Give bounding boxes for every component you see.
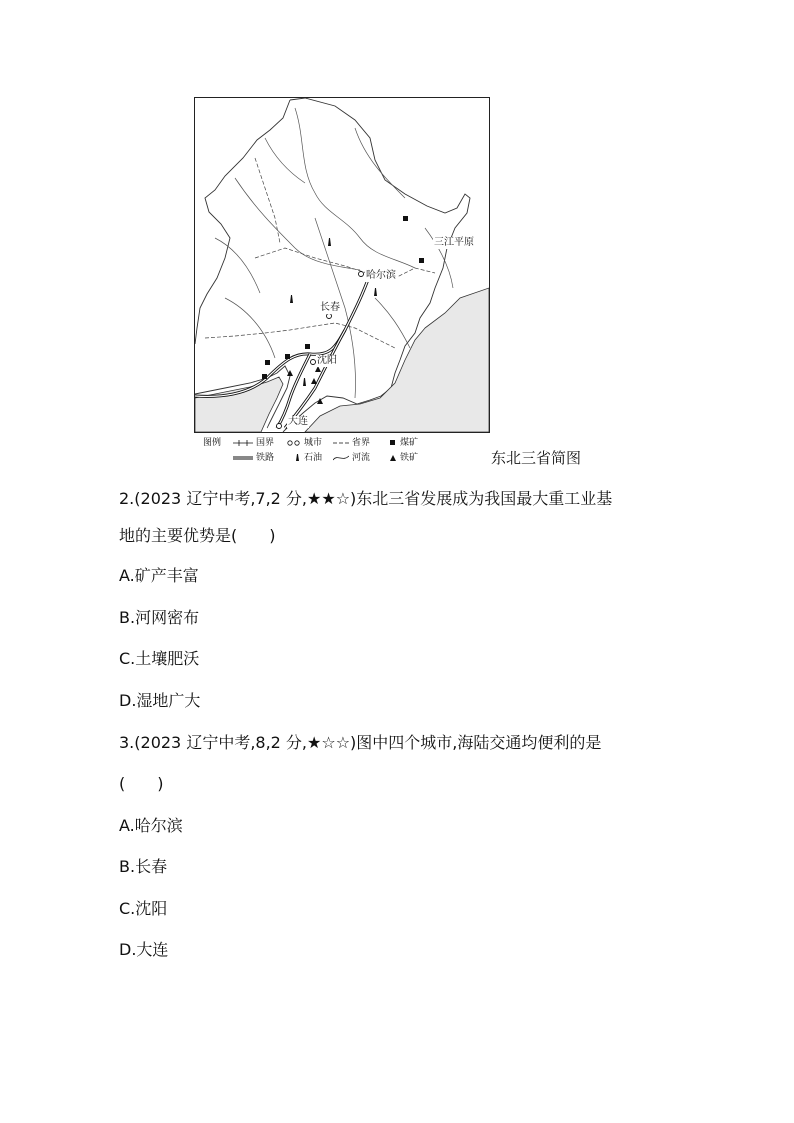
question-2-option-c[interactable]: C.土壤肥沃 [119, 649, 200, 668]
oil-marker [290, 295, 293, 303]
question-2-option-b[interactable]: B.河网密布 [119, 608, 200, 627]
question-3-option-d[interactable]: D.大连 [119, 940, 169, 959]
city-dalian [277, 424, 282, 429]
coal-marker [419, 258, 424, 263]
coal-marker [403, 216, 408, 221]
label-dalian: 大连 [288, 416, 308, 427]
oil-icon [295, 453, 301, 462]
question-3-stem-line2: ( ) [119, 774, 164, 793]
coal-marker [285, 354, 290, 359]
question-3-stem-line1: 3.(2023 辽宁中考,8,2 分,★☆☆)图中四个城市,海陆交通均便利的是 [119, 733, 602, 752]
figure-caption: 东北三省简图 [491, 449, 582, 467]
provincial-border-icon [333, 439, 349, 447]
legend-national-border: 国界 [233, 436, 274, 450]
national-border-icon [233, 439, 253, 447]
question-2-stem-line2: 地的主要优势是( ) [119, 526, 276, 545]
northeast-map [194, 97, 490, 433]
question-3-option-a[interactable]: A.哈尔滨 [119, 816, 183, 835]
city-changchun [327, 314, 332, 319]
question-3-option-c[interactable]: C.沈阳 [119, 899, 168, 918]
map-legend [203, 436, 443, 466]
coal-icon [389, 439, 397, 447]
provincial-border [205, 158, 435, 348]
coal-marker [305, 344, 310, 349]
question-2-option-a[interactable]: A.矿产丰富 [119, 566, 199, 585]
map-drawing [195, 98, 489, 432]
coal-marker [262, 374, 267, 379]
legend-city: 城市 [287, 436, 322, 450]
oil-marker [328, 238, 331, 246]
label-harbin: 哈尔滨 [366, 270, 396, 281]
question-2-option-d[interactable]: D.湿地广大 [119, 691, 201, 710]
legend-river: 河流 [333, 451, 370, 465]
city-shenyang [311, 360, 316, 365]
oil-marker [303, 378, 306, 386]
label-changchun: 长春 [320, 302, 340, 313]
coal-marker [265, 360, 270, 365]
iron-marker [311, 378, 317, 384]
legend-title: 图例 [203, 438, 222, 448]
legend-iron: 铁矿 [389, 451, 418, 465]
question-2-stem-line1: 2.(2023 辽宁中考,7,2 分,★★☆)东北三省发展成为我国最大重工业基 [119, 489, 613, 508]
iron-icon [389, 454, 397, 462]
legend-railway: 铁路 [233, 451, 274, 465]
legend-oil: 石油 [295, 451, 322, 465]
legend-coal: 煤矿 [389, 436, 418, 450]
label-sanjiang-plain: 三江平原 [434, 237, 474, 248]
oil-marker [374, 288, 377, 296]
city-harbin [359, 272, 364, 277]
question-3-option-b[interactable]: B.长春 [119, 857, 168, 876]
legend-provincial-border: 省界 [333, 436, 370, 450]
label-shenyang: 沈阳 [317, 355, 337, 366]
railway-icon [233, 454, 253, 462]
river-icon [333, 454, 349, 462]
coal-markers [262, 216, 424, 379]
city-icon [287, 439, 301, 447]
